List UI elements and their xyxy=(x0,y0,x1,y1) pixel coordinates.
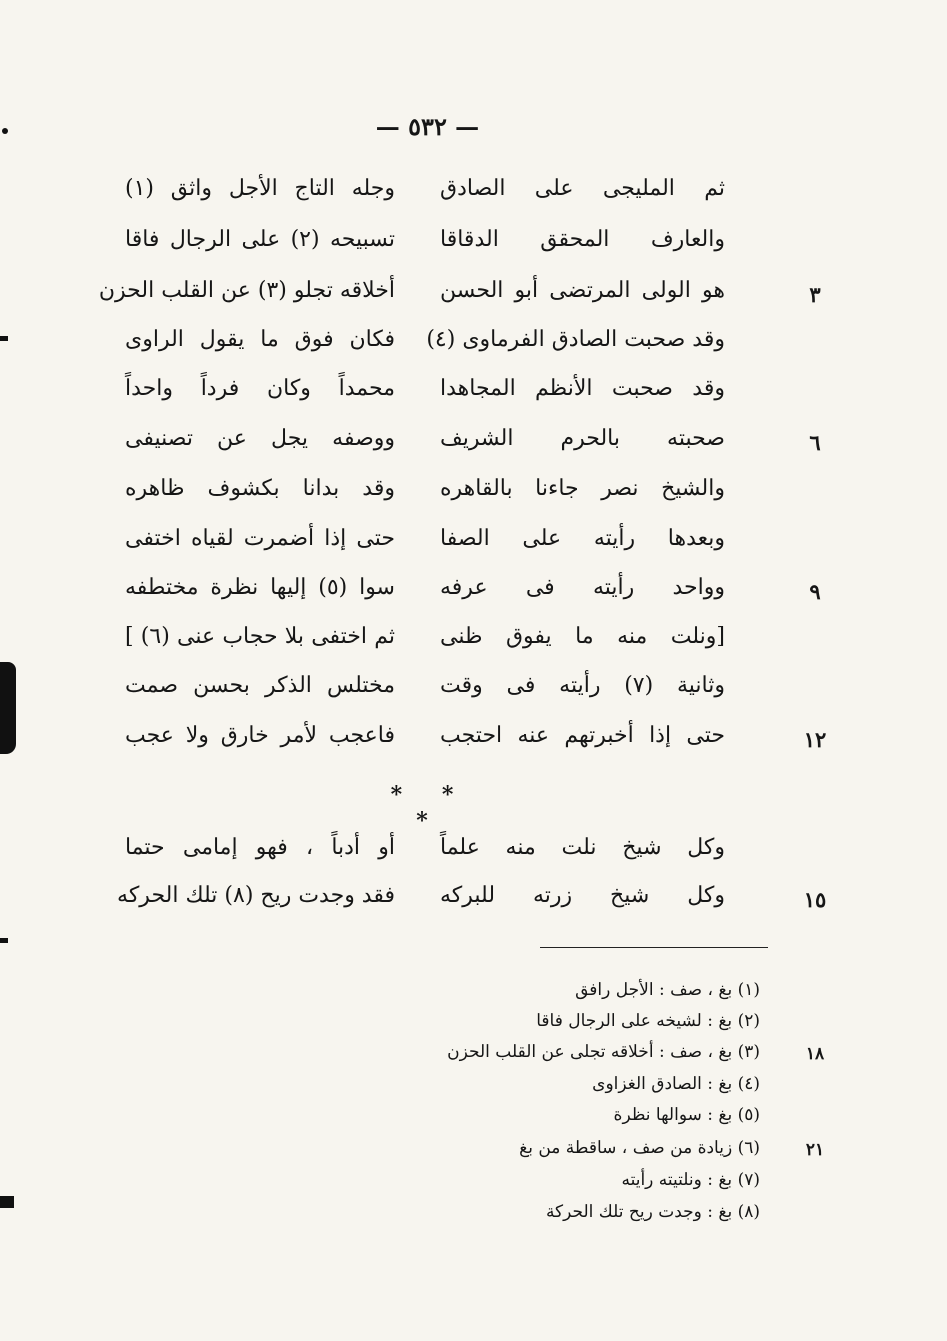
page-number: — ٥٣٢ — xyxy=(375,112,480,141)
verse-row xyxy=(120,673,840,717)
verse-number: ١٢ xyxy=(803,727,827,752)
verse-first-hemistich: ثم المليجى على الصادق xyxy=(440,176,725,201)
verse-row xyxy=(120,526,840,570)
verse-second-hemistich: سوا (٥) إليها نظرة مختطفه xyxy=(125,575,395,600)
verse-second-hemistich: تسبيحه (٢) على الرجال فاقا xyxy=(125,227,395,252)
line-number: ٢١ xyxy=(805,1140,825,1160)
footnote xyxy=(380,1138,840,1168)
verse-first-hemistich: هو الولى المرتضى أبو الحسن xyxy=(440,278,725,303)
verse-row xyxy=(120,376,840,420)
verse-second-hemistich: مختلس الذكر بحسن صمت xyxy=(125,673,395,698)
verse-first-hemistich: وثانية (٧) رأيته فى وقت xyxy=(440,673,725,698)
verse-row xyxy=(120,835,840,879)
verse-first-hemistich: والعارف المحقق الدقاقا xyxy=(440,227,725,252)
binding-shadow xyxy=(0,662,16,754)
verse-second-hemistich: وجله التاج الأجل واثق (١) xyxy=(125,176,395,201)
verse-first-hemistich: وبعدها رأيته على الصفا xyxy=(440,526,725,551)
verse-number: ٣ xyxy=(809,282,821,307)
verse-number: ٩ xyxy=(809,579,821,604)
footnote-text: (٨) بغ : وجدت ريح تلك الحركة xyxy=(545,1202,760,1222)
verse-first-hemistich: صحبته بالحرم الشريف xyxy=(440,426,725,451)
footnote-text: (١) بغ ، صف : الأجل رافق xyxy=(575,980,760,1000)
footnote-divider xyxy=(540,947,768,948)
verse-second-hemistich: وقد بدانا بكشوف ظاهره xyxy=(125,476,395,501)
footnote-text: (٣) بغ ، صف : أخلاقه تجلى عن القلب الحزن xyxy=(447,1042,760,1062)
verse-number: ١٥ xyxy=(803,887,827,912)
footnote xyxy=(380,1105,840,1135)
verse-row xyxy=(120,227,840,271)
line-number: ١٨ xyxy=(805,1044,825,1064)
verse-second-hemistich: فاعجب لأمر خارق ولا عجب xyxy=(125,723,395,748)
verse-number: ٦ xyxy=(809,430,821,455)
scan-speck xyxy=(2,128,8,134)
verse-row xyxy=(98,278,840,322)
footnote xyxy=(380,1170,840,1200)
footnote xyxy=(380,1011,840,1041)
footnote-text: (٦) زيادة من صف ، ساقطة من بغ xyxy=(519,1138,760,1158)
scan-speck xyxy=(0,336,8,341)
verse-first-hemistich: وواحد رأيته فى عرفه xyxy=(440,575,725,600)
scan-speck xyxy=(0,938,8,943)
verse-row xyxy=(120,327,840,371)
scan-speck xyxy=(0,1196,14,1208)
verse-first-hemistich: وكل شيخ نلت منه علماً xyxy=(440,835,725,860)
verse-second-hemistich: ووصفه يجل عن تصنيفى xyxy=(125,426,395,451)
verse-second-hemistich: حتى إذا أضمرت لقياه اختفى xyxy=(125,526,395,551)
verse-row xyxy=(120,176,840,220)
footnote xyxy=(380,1074,840,1104)
verse-row xyxy=(120,575,840,619)
footnote-text: (٧) بغ : ونلتيته رأيته xyxy=(621,1170,760,1190)
verse-first-hemistich: والشيخ نصر جاءنا بالقاهره xyxy=(440,476,725,501)
footnote-text: (٥) بغ : سوالها نظرة xyxy=(613,1105,760,1125)
verse-first-hemistich: وكل شيخ زرته للبركه xyxy=(440,883,725,908)
footnote-text: (٢) بغ : لشيخه على الرجال فاقا xyxy=(536,1011,760,1031)
verse-first-hemistich: [ونلت منه ما يفوق ظنى xyxy=(440,624,725,649)
verse-second-hemistich: أو أدباً ، فهو إمامى حتما xyxy=(125,835,395,860)
section-separator: * * * xyxy=(390,782,470,834)
verse-row xyxy=(120,476,840,520)
footnote xyxy=(380,1202,840,1232)
footnote xyxy=(380,980,840,1010)
footnote xyxy=(380,1042,840,1072)
verse-second-hemistich: ثم اختفى بلا حجاب عنى (٦) ] xyxy=(125,624,395,649)
verse-row xyxy=(117,883,840,927)
verse-second-hemistich: أخلاقه تجلو (٣) عن القلب الحزن xyxy=(98,278,395,303)
verse-second-hemistich: فقد وجدت ريح (٨) تلك الحركه xyxy=(117,883,395,908)
footnote-text: (٤) بغ : الصادق الغزاوى xyxy=(592,1074,760,1094)
verse-second-hemistich: فكان فوق ما يقول الراوى xyxy=(125,327,395,352)
verse-row xyxy=(120,723,840,767)
verse-first-hemistich: وقد صحبت الصادق الفرماوى (٤) xyxy=(426,327,725,352)
verse-first-hemistich: وقد صحبت الأنظم المجاهدا xyxy=(440,376,725,401)
verse-second-hemistich: محمداً وكان فرداً واحداً xyxy=(125,376,395,401)
verse-row xyxy=(120,426,840,470)
verse-row xyxy=(120,624,840,668)
verse-first-hemistich: حتى إذا أخبرتهم عنه احتجب xyxy=(440,723,725,748)
